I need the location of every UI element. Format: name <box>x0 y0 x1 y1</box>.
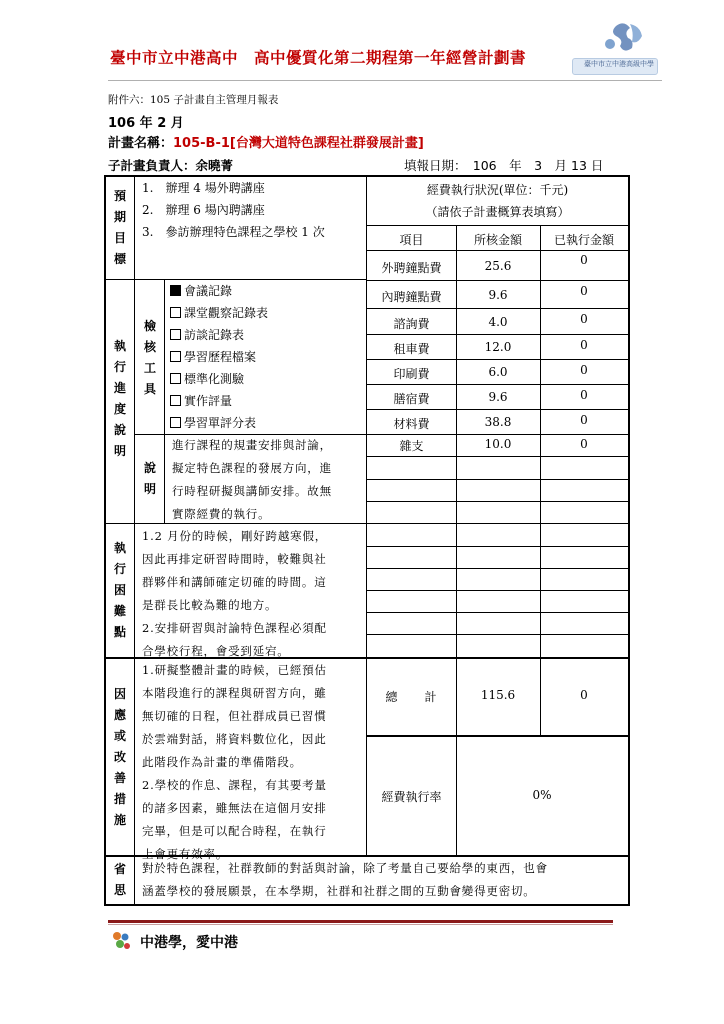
checkbox-icon <box>170 417 181 428</box>
budget-executed: 0 <box>580 413 588 427</box>
tool-checkbox[interactable]: 標準化測驗 <box>170 369 244 390</box>
difficulties-text: 1.2 月份的時候，剛好跨越寒假， 因此再排定研習時間時，較難與社 群夥伴和講師確定切確的時間。這 是群長比較為難的地方。 2.安排研習與討論特色課程必須配 合學校行程，會受到延宕。 <box>142 529 328 658</box>
budget-title: 經費執行狀況(單位：千元) <box>426 183 569 197</box>
budget-subtitle: （請依子計畫概算表填寫） <box>425 205 570 219</box>
reflection-text: 對於特色課程，社群教師的對話與討論，除了考量自己要給學的東西，也會 涵蓋學校的發展願景，在本學期，社群和社群之間的互動會變得更密切。 <box>142 861 548 898</box>
col-header-executed: 已執行金額 <box>553 233 614 247</box>
budget-item: 外聘鐘點費 <box>381 261 442 275</box>
fill-date: 填報日期： 106 年 3 月 13 日 <box>404 158 604 173</box>
tool-checkbox[interactable]: 學習歷程檔案 <box>170 347 256 368</box>
tool-checkbox[interactable]: 訪談記錄表 <box>170 325 244 346</box>
execution-rate-value: 0% <box>532 788 552 802</box>
appendix-label: 附件六：105 子計畫自主管理月報表 <box>108 94 279 106</box>
budget-approved: 25.6 <box>484 259 512 273</box>
difficulties-label: 執 行 困 難 點 <box>113 541 126 639</box>
budget-item: 諮詢費 <box>393 317 430 331</box>
budget-approved: 4.0 <box>488 315 508 329</box>
plan-leader: 子計畫負責人：余曉菁 <box>108 158 234 173</box>
total-executed: 0 <box>580 688 588 702</box>
budget-executed: 0 <box>580 284 588 298</box>
budget-executed: 0 <box>580 363 588 377</box>
budget-executed: 0 <box>580 437 588 451</box>
checkbox-icon <box>170 351 181 362</box>
description-label: 說 明 <box>143 461 156 496</box>
budget-executed: 0 <box>580 312 588 326</box>
report-month: 106 年 2 月 <box>108 116 184 131</box>
check-tools-label: 檢 核 工 具 <box>143 319 156 396</box>
col-header-approved: 所核金額 <box>473 233 522 247</box>
tool-checkbox[interactable]: 學習單評分表 <box>170 413 256 434</box>
reflection-label: 省 思 <box>113 862 126 897</box>
tool-checkbox[interactable]: 會議記錄 <box>170 281 232 302</box>
goal-item: 2. 辦理 6 場內聘講座 <box>142 203 265 217</box>
footer-rule <box>108 920 613 923</box>
checked-box-icon <box>170 285 181 296</box>
school-emblem-icon <box>108 928 134 954</box>
goal-item: 1. 辦理 4 場外聘講座 <box>142 181 265 195</box>
budget-executed: 0 <box>580 388 588 402</box>
budget-approved: 12.0 <box>484 340 512 354</box>
checkbox-icon <box>170 395 181 406</box>
budget-approved: 38.8 <box>484 415 512 429</box>
budget-item: 材料費 <box>393 417 430 431</box>
response-text: 1.研擬整體計畫的時候，已經預估 本階段進行的課程與研習方向，雖 無切確的日程，但社群成員已習慣 於雲端對話，將資料數位化，因此 此階段作為計畫的準備階段。 2.學校的作息、課程，有其要考量 的諸多因素，雖無法在這個月安排 完畢，但是可以配合時程，在執行 上會更有效率。 <box>142 663 327 861</box>
col-header-item: 項目 <box>399 233 424 247</box>
school-logo: 臺中市立中港高級中學 <box>566 18 658 80</box>
execution-description: 進行課程的規畫安排與討論， 擬定特色課程的發展方向，進 行時程研擬與講師安排。故無 實際經費的執行。 <box>172 438 332 521</box>
tool-checkbox[interactable]: 課堂觀察記錄表 <box>170 303 268 324</box>
goals-label: 預 期 目 標 <box>113 189 126 266</box>
footer-rule-thin <box>108 924 613 925</box>
budget-executed: 0 <box>580 253 588 267</box>
budget-item: 膳宿費 <box>393 392 430 406</box>
goal-item: 3. 參訪辦理特色課程之學校 1 次 <box>142 225 325 239</box>
total-approved: 115.6 <box>480 688 516 702</box>
budget-item: 內聘鐘點費 <box>381 290 442 304</box>
execution-label: 執 行 進 度 說 明 <box>113 339 126 458</box>
budget-approved: 10.0 <box>484 437 512 451</box>
document-title: 臺中市立中港高中 高中優質化第二期程第一年經營計劃書 <box>110 49 527 67</box>
checkbox-icon <box>170 307 181 318</box>
checkbox-icon <box>170 329 181 340</box>
budget-executed: 0 <box>580 338 588 352</box>
plan-name: 計畫名稱：105-B-1[台灣大道特色課程社群發展計畫] <box>108 136 424 151</box>
budget-item: 雜支 <box>399 439 424 453</box>
checkbox-icon <box>170 373 181 384</box>
execution-rate-label: 經費執行率 <box>381 790 442 804</box>
budget-approved: 6.0 <box>488 365 508 379</box>
footer-slogan: 中港學，愛中港 <box>140 935 238 951</box>
budget-item: 租車費 <box>393 342 430 356</box>
budget-approved: 9.6 <box>488 288 508 302</box>
tool-checkbox[interactable]: 實作評量 <box>170 391 232 412</box>
budget-item: 印刷費 <box>393 367 430 381</box>
budget-approved: 9.6 <box>488 390 508 404</box>
header-rule <box>108 80 662 81</box>
total-label: 總 計 <box>385 690 438 704</box>
response-label: 因 應 或 改 善 措 施 <box>113 687 126 827</box>
